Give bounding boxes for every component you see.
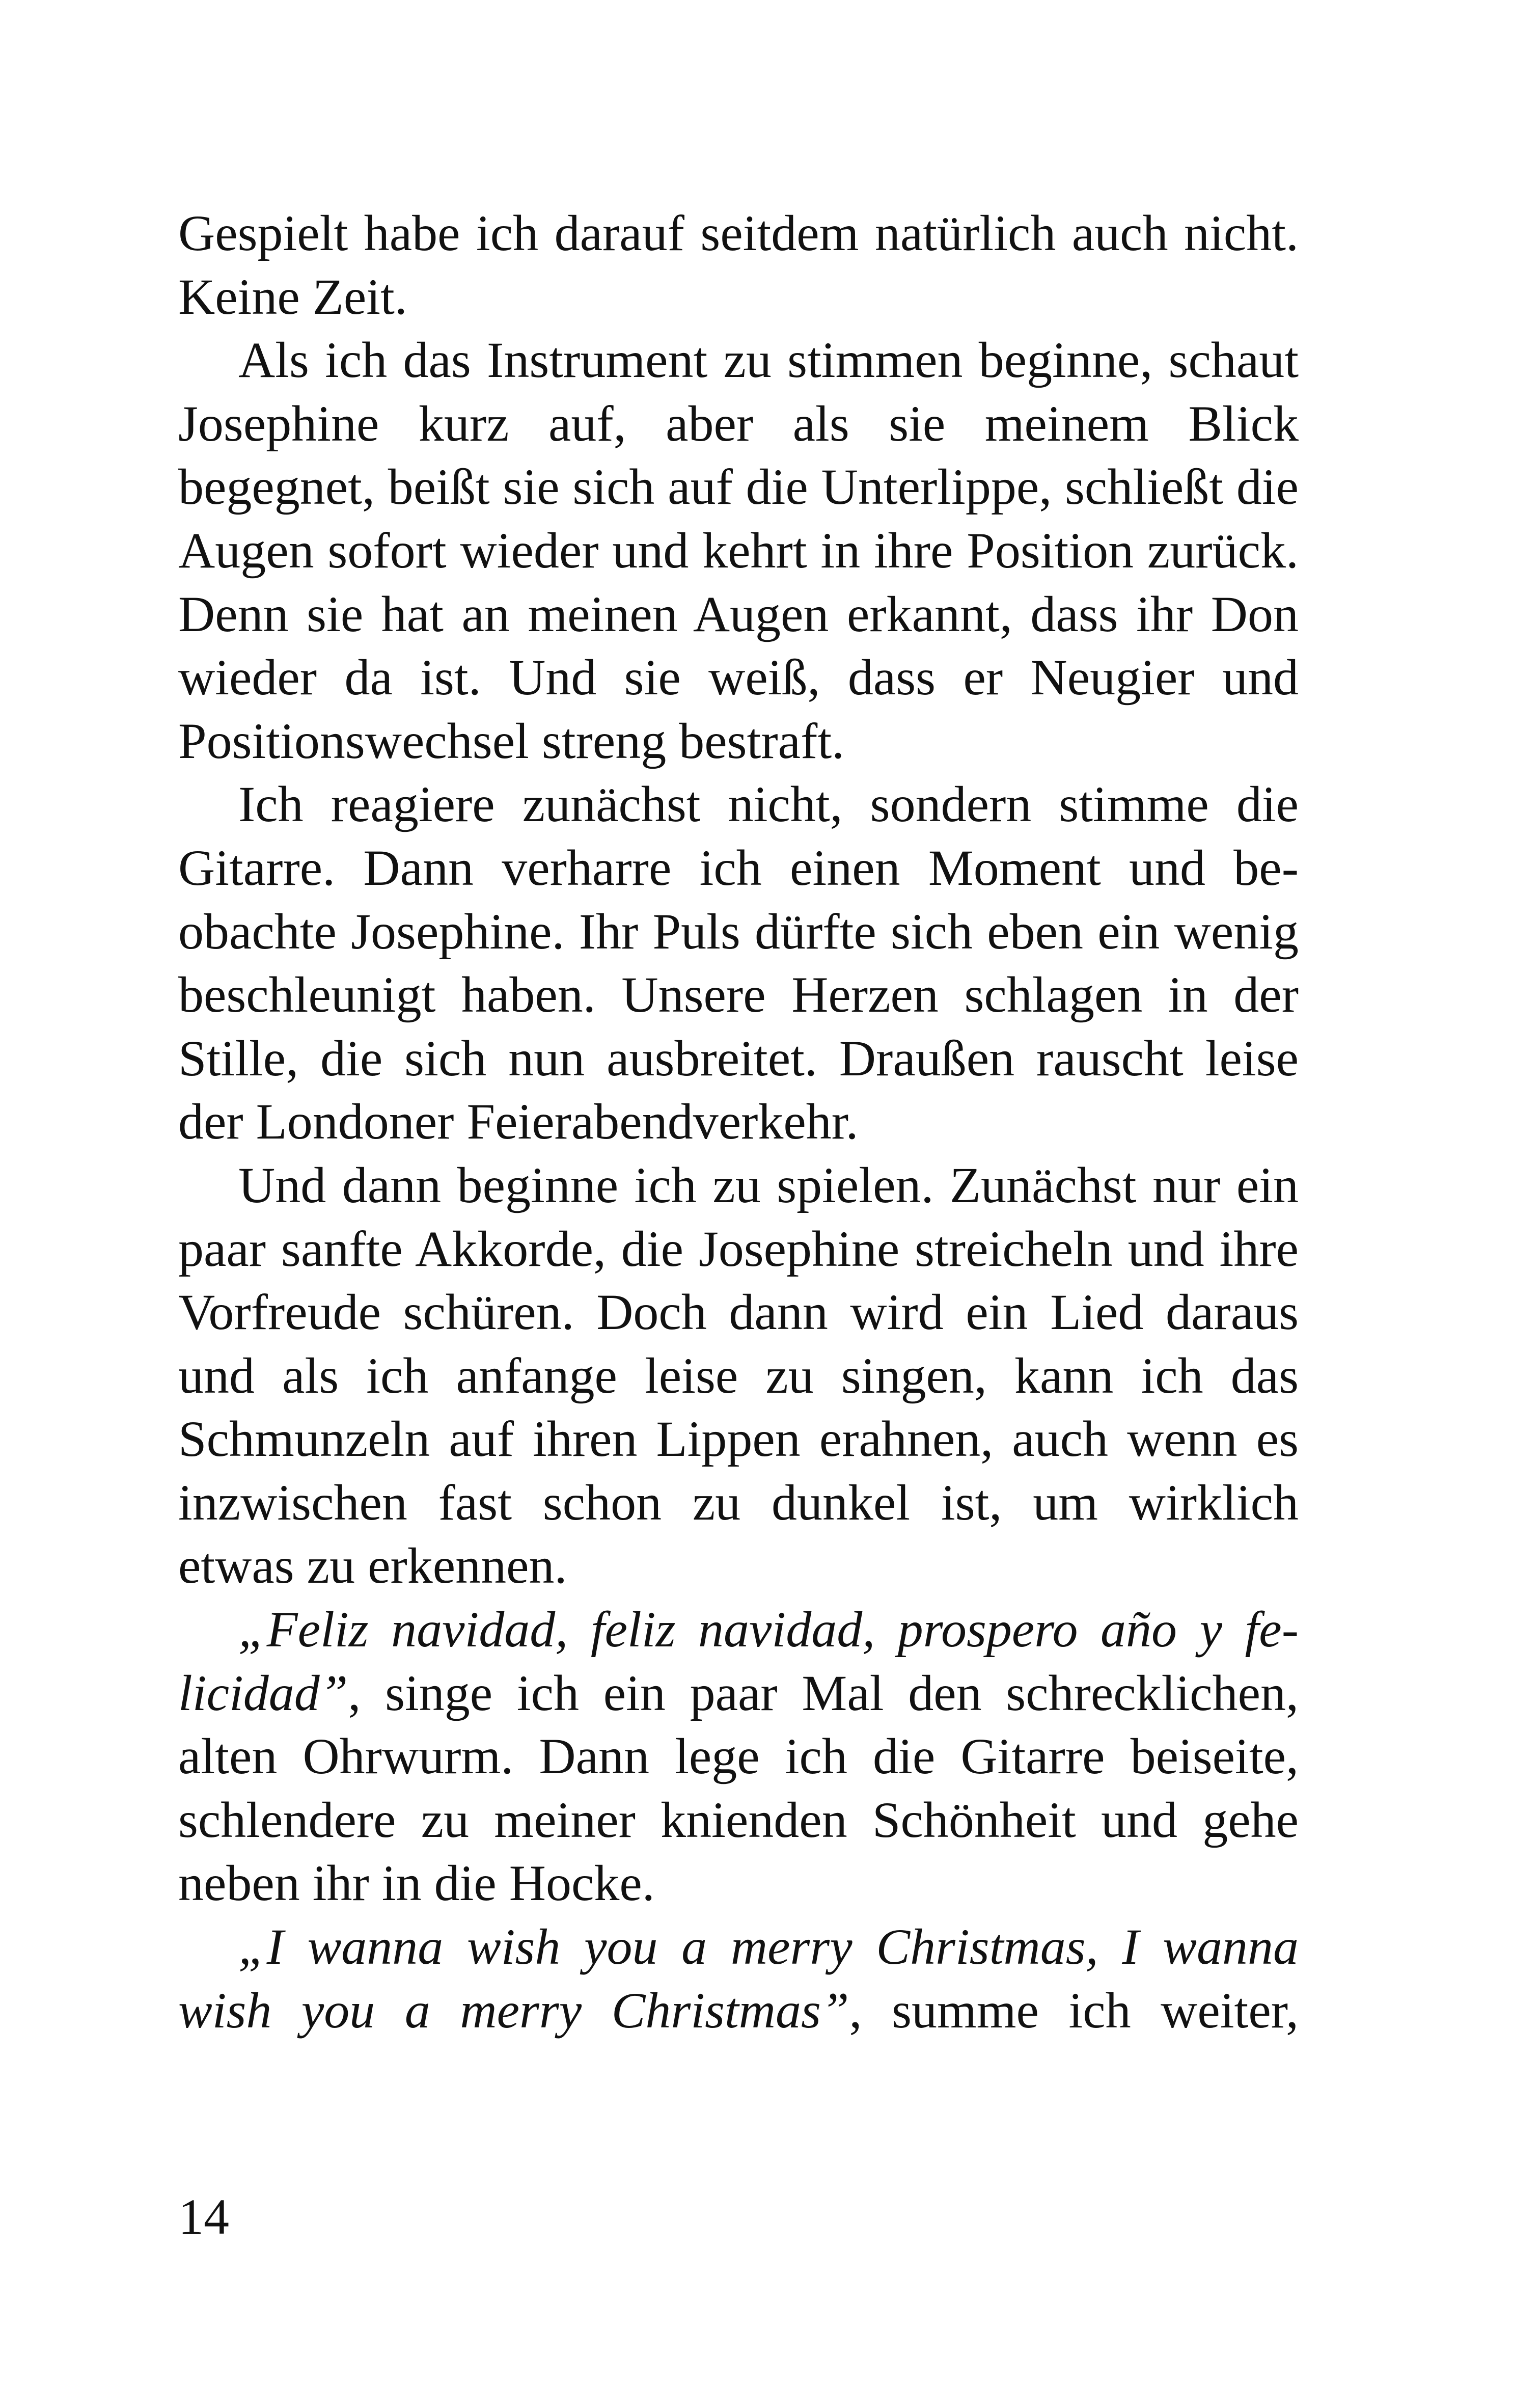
paragraph — [178, 329, 1299, 773]
page-number: 14 — [178, 2188, 229, 2245]
paragraph-text: , singe ich ein paar Mal den schrecklichen, alten Ohrwurm. Dann lege ich die Gitarre beiseite, schlendere zu meiner knienden Schönheit und gehe neben ihr in die Hocke. — [178, 1664, 1299, 1912]
paragraph-song-quote — [178, 1915, 1299, 2042]
paragraph-text: Gespielt habe ich darauf seitdem natürlich auch nicht. Keine Zeit. — [178, 205, 1299, 325]
paragraph-text: Ich reagiere zunächst nicht, sondern stimme die Gitarre. Dann verharre ich einen Moment und beobachte Josephine. Ihr Puls dürfte sich eben ein wenig beschleunigt haben. Unsere Herzen schlagen in der Stille, die sich nun ausbreitet. Draußen rauscht leise der Londoner Feierabendverkehr. — [178, 776, 1299, 1150]
song-lyric-italic: „Feliz navidad, feliz navidad, prospero año y felicidad” — [178, 1601, 1299, 1721]
paragraph-text: Und dann beginne ich zu spielen. Zunächst nur ein paar sanfte Akkorde, die Josephine streicheln und ihre Vorfreude schüren. Doch dann wird ein Lied daraus und als ich anfange leise zu singen, kann ich das Schmunzeln auf ihren Lippen erahnen, auch wenn es inzwischen fast schon zu dunkel ist, um wirklich etwas zu erkennen. — [178, 1156, 1299, 1594]
song-lyric-italic: „I wanna wish you a merry Christmas, I wanna wish you a merry Christmas” — [178, 1918, 1299, 2039]
paragraph-continuation — [178, 202, 1299, 329]
paragraph-text: Als ich das Instrument zu stimmen beginne, schaut Josephine kurz auf, aber als sie meinem Blick begegnet, beißt sie sich auf die Unterlippe, schließt die Augen sofort wieder und kehrt in ihre Position zurück. Denn sie hat an meinen Augen erkannt, dass ihr Don wieder da ist. Und sie weiß, dass er Neugier und Positionswechsel streng bestraft. — [178, 332, 1299, 769]
paragraph-song-quote — [178, 1598, 1299, 1915]
paragraph — [178, 1154, 1299, 1598]
body-text — [178, 202, 1299, 2042]
paragraph-text: , summe ich weiter, — [849, 1982, 1299, 2039]
paragraph — [178, 773, 1299, 1154]
